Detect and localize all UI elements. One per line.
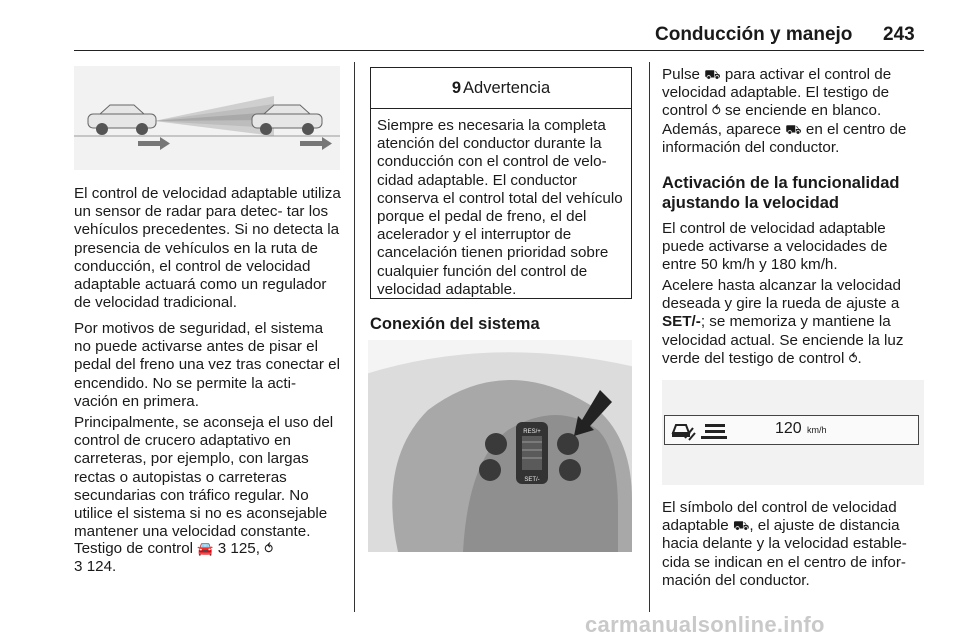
symbol-description-paragraph	[662, 499, 924, 590]
section-heading-conexion: Conexión del sistema	[370, 315, 540, 333]
cruise-control-icon: ⥀	[711, 103, 721, 119]
radar-diagram	[74, 66, 340, 170]
adaptive-cruise-button[interactable]	[557, 433, 579, 455]
adaptive-cruise-icon: ⛟	[704, 67, 721, 82]
p1-part-b: para activar el control de velocidad adaptable. El testigo de control	[662, 66, 892, 120]
warning-box	[370, 67, 632, 299]
p1-part-c: se enciende en blanco. Además, aparece	[662, 102, 882, 138]
wheel-button-right-bottom[interactable]	[559, 459, 581, 481]
p4-part-a: El símbolo del control de velocidad adaptable	[662, 499, 897, 535]
p1-part-d: en el centro de información del conductor.	[662, 120, 907, 156]
set-label: SET/-	[524, 477, 540, 483]
page-reference-1[interactable]: 125,	[230, 540, 260, 557]
ref-arrow-icon: 3	[74, 558, 83, 576]
section-heading-activacion: Activación de la funcionalidad ajustando la velocidad	[662, 174, 900, 212]
display-illustration	[662, 380, 924, 485]
driver-info-display	[664, 415, 919, 445]
intro-paragraph: El control de velocidad adaptable utiliza un sensor de radar para detec‑ tar los vehículos precedentes. Si no detecta la presencia de vehículos en la ruta de conducción, el control de velocidad adaptable actuará como un regulador de velocidad tradicional.	[74, 185, 341, 312]
header-divider	[74, 50, 924, 51]
activation-paragraph	[662, 66, 924, 157]
wheel-button-left-bottom[interactable]	[479, 459, 501, 481]
column-divider-right	[649, 62, 650, 612]
cruise-control-icon: ⥀	[848, 350, 858, 366]
footer-watermark: carmanualsonline.info	[585, 612, 825, 637]
header-title: Conducción y manejo	[655, 24, 853, 45]
p3-part-a: Acelere hasta alcanzar la velocidad deseada y gire la rueda de ajuste a	[662, 277, 901, 313]
speed-range-paragraph: El control de velocidad adaptable puede activarse a velocidades de entre 50 km/h y 180 km/h.	[662, 220, 888, 274]
radar-illustration	[74, 66, 340, 170]
page-reference-2[interactable]: 124.	[86, 558, 117, 576]
p4-part-b: , el ajuste de distancia hacia delante y la velocidad estable‑ cida se indican en el centro de infor‑ mación del conductor.	[662, 517, 907, 589]
warning-title: Advertencia	[463, 78, 551, 97]
column-divider-left	[354, 62, 355, 612]
page-number: 243	[883, 24, 915, 45]
set-control-label: SET/-	[662, 313, 701, 331]
adaptive-cruise-icon: ⛟	[732, 518, 750, 534]
adaptive-cruise-display-icon	[669, 416, 729, 444]
cruise-control-icon: ⥀	[264, 541, 274, 556]
set-speed-paragraph	[662, 277, 924, 368]
safety-paragraph: Por motivos de seguridad, el sistema no puede activarse antes de pisar el pedal del freno una vez tras conectar el encendido. No se permite la acti‑ vación en primera.	[74, 320, 340, 410]
usage-paragraph: Principalmente, se aconseja el uso del control de crucero adaptativo en carreteras, por ejemplo, con largas rectas o autopistas o carreteras secundarias con tráfico regular. No utilice el sistema si no es aconsejable mantener una velocidad constante.	[74, 414, 334, 541]
warning-icon: 9	[451, 78, 462, 97]
wheel-button-left-top[interactable]	[485, 433, 507, 455]
ref-arrow-icon: 3	[217, 540, 227, 557]
warning-text: Siempre es necesaria la completa atención del conductor durante la conducción con el control de velo‑ cidad adaptable. El conductor conserva el control total del vehículo porque el pedal de freno, el del acelerador y el interruptor de cancelación tienen prioridad sobre cualquier función del control de velocidad adaptable.	[377, 117, 623, 298]
p3-part-b: ; se memoriza y mantiene la velocidad actual. Se enciende la luz verde del testigo de control	[662, 313, 904, 367]
res-label: RES/+	[523, 429, 541, 435]
set-speed-value: 120	[775, 420, 802, 437]
car-indicator-icon: 🚘	[197, 541, 214, 556]
warning-header	[371, 68, 631, 109]
p3-end: .	[857, 349, 862, 367]
steering-wheel-illustration	[368, 340, 632, 552]
testigo-prefix: Testigo de control	[74, 540, 194, 557]
set-speed-unit: km/h	[807, 425, 827, 435]
testigo-paragraph	[74, 540, 344, 576]
adaptive-cruise-icon: ⛟	[785, 121, 802, 137]
p1-part-a: Pulse	[662, 66, 700, 83]
steering-wheel-diagram	[368, 340, 632, 552]
